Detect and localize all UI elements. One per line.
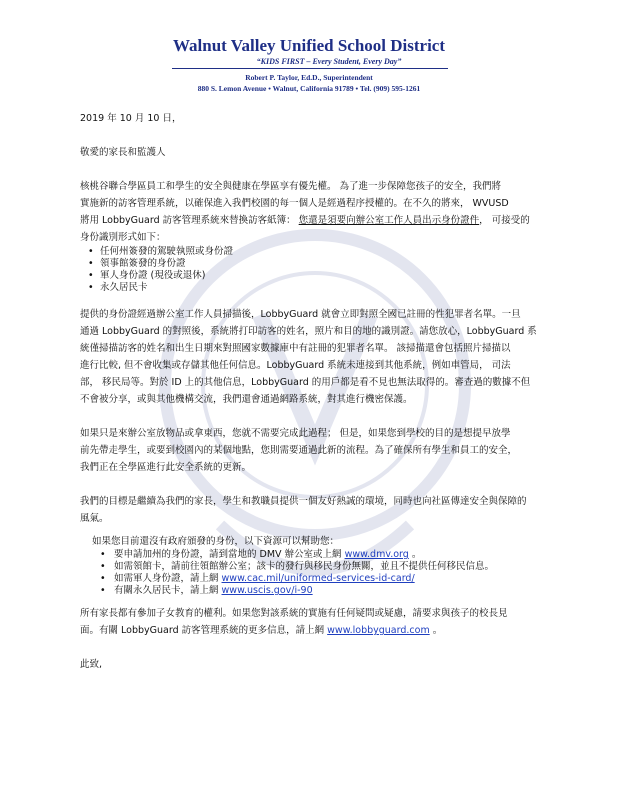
resource-text: 。 xyxy=(408,549,422,560)
lobbyguard-link[interactable]: www.lobbyguard.com xyxy=(327,625,430,636)
closing: 此致, xyxy=(80,659,103,670)
resource-text: 如需軍人身份證，請上網 xyxy=(114,573,222,584)
paragraph-line: 進行比較, 但不會收集或存儲其他任何信息。LobbyGuard 系統未連接到其他系統，例如車管局， 司法 xyxy=(80,360,511,371)
dmv-link[interactable]: www.dmv.org xyxy=(344,549,409,560)
letter-date: 2019 年 10 月 10 日， xyxy=(80,113,182,124)
text-run: 將用 LobbyGuard 訪客管理系統來替換訪客紙簿： xyxy=(80,215,299,226)
resources-intro: 如果您目前還沒有政府頒發的身份，以下資源可以幫助您： xyxy=(92,536,340,547)
paragraph-goal xyxy=(80,493,550,527)
letterhead-divider xyxy=(172,68,448,69)
list-item: • 任何州簽發的駕駛執照或身份證 xyxy=(100,246,550,258)
salutation: 敬愛的家長和監護人 xyxy=(80,147,166,158)
list-item xyxy=(114,561,550,573)
paragraph-line: 通過 LobbyGuard 的對照後，系統將打印訪客的姓名，照片和目的地的識別證。請您放心，LobbyGuard 系 xyxy=(80,326,537,337)
paragraph-line: 提供的身份證經過辦公室工作人員掃描後，LobbyGuard 就會立即對照全國已註冊的性犯罪者名單。一旦 xyxy=(80,309,521,320)
paragraph-screening xyxy=(80,306,550,408)
text-run: 面。有關 LobbyGuard 訪客管理系統的更多信息，請上網 xyxy=(80,625,328,636)
paragraph-line: 實施新的訪客管理系統，以確保進入我們校園的每一個人是經過程序授權的。在不久的將來， WVUSD xyxy=(80,198,509,209)
paragraph-line: 所有家長都有參加子女教育的權利。如果您對該系統的實施有任何疑問或疑慮，請要求與孩子的校長見 xyxy=(80,608,508,619)
paragraph-line: 核桃谷聯合學區員工和學生的安全與健康在學區享有優先權。 為了進一步保障您孩子的安全，我們將 xyxy=(80,181,502,192)
id-forms-list xyxy=(80,246,550,294)
district-name: Walnut Valley Unified School District xyxy=(172,36,446,55)
list-item: • 軍人身份證 (現役或退休) xyxy=(100,270,550,282)
paragraph-line: 身份識別形式如下： xyxy=(80,232,166,243)
paragraph-line xyxy=(80,622,550,639)
paragraph-line: 風氣。 xyxy=(80,513,109,524)
military-id-link[interactable]: www.cac.mil/uniformed-services-id-card/ xyxy=(221,573,415,584)
paragraph-line xyxy=(80,212,550,229)
list-item xyxy=(114,585,550,597)
address-line: 880 S. Lemon Avenue • Walnut, California 91789 • Tel. (909) 595-1261 xyxy=(197,84,421,93)
list-item xyxy=(114,573,550,585)
paragraph-line: 部， 移民局等。對於 ID 上的其他信息，LobbyGuard 的用戶都是看不見也無法取得的。審查過的數據不但 xyxy=(80,377,531,388)
list-item: • 領事館簽發的身份證 xyxy=(100,258,550,270)
paragraph-intro xyxy=(80,178,550,246)
paragraph-line: 我們正在全學區進行此安全系統的更新。 xyxy=(80,462,252,473)
resource-text: 如需領館卡，請前往領館辦公室；該卡的發行與移民身份無關，並且不提供任何移民信息。 xyxy=(114,561,495,572)
paragraph-line: 前先帶走學生，或要到校園內的某個地點，您則需要通過此新的流程。為了確保所有學生和員工的安全， xyxy=(80,445,518,456)
letterhead-contact xyxy=(0,72,618,94)
paragraph-line: 不會被分享，或與其他機構交流，我們還會通過網路系統，對其進行機密保護。 xyxy=(80,394,413,405)
resources-list xyxy=(80,549,550,597)
resource-text: 有關永久居民卡，請上網 xyxy=(114,585,222,596)
letterhead xyxy=(0,36,618,66)
id-requirement-underlined: 您還是須要向辦公室工作人員出示身份證件 xyxy=(298,215,480,226)
paragraph-rights xyxy=(80,605,550,639)
list-item: • 永久居民卡 xyxy=(100,282,550,294)
letter-body xyxy=(80,110,550,673)
text-run: 。 xyxy=(429,625,443,636)
resource-text: 要申請加州的身份證，請到當地的 DMV 辦公室或上網 xyxy=(114,549,345,560)
paragraph-line: 我們的目標是繼續為我們的家長，學生和教職員提供一個友好熱誠的環境，同時也向社區傳達安全與保障的 xyxy=(80,496,527,507)
superintendent-line: Robert P. Taylor, Ed.D., Superintendent xyxy=(245,73,373,82)
list-item xyxy=(114,549,550,561)
paragraph-process xyxy=(80,425,550,476)
paragraph-line: 統僅掃描訪客的姓名和出生日期來對照國家數據庫中有註冊的犯罪者名單。 該掃描還會包括照片掃描以 xyxy=(80,343,511,354)
paragraph-line: 如果只是來辦公室放物品或拿東西，您就不需要完成此過程； 但是，如果您到學校的目的是想提早放學 xyxy=(80,428,511,439)
district-motto: “KIDS FIRST – Every Student, Every Day” xyxy=(256,57,402,66)
text-run: ， 可接受的 xyxy=(479,215,530,226)
uscis-link[interactable]: www.uscis.gov/i-90 xyxy=(221,585,313,596)
